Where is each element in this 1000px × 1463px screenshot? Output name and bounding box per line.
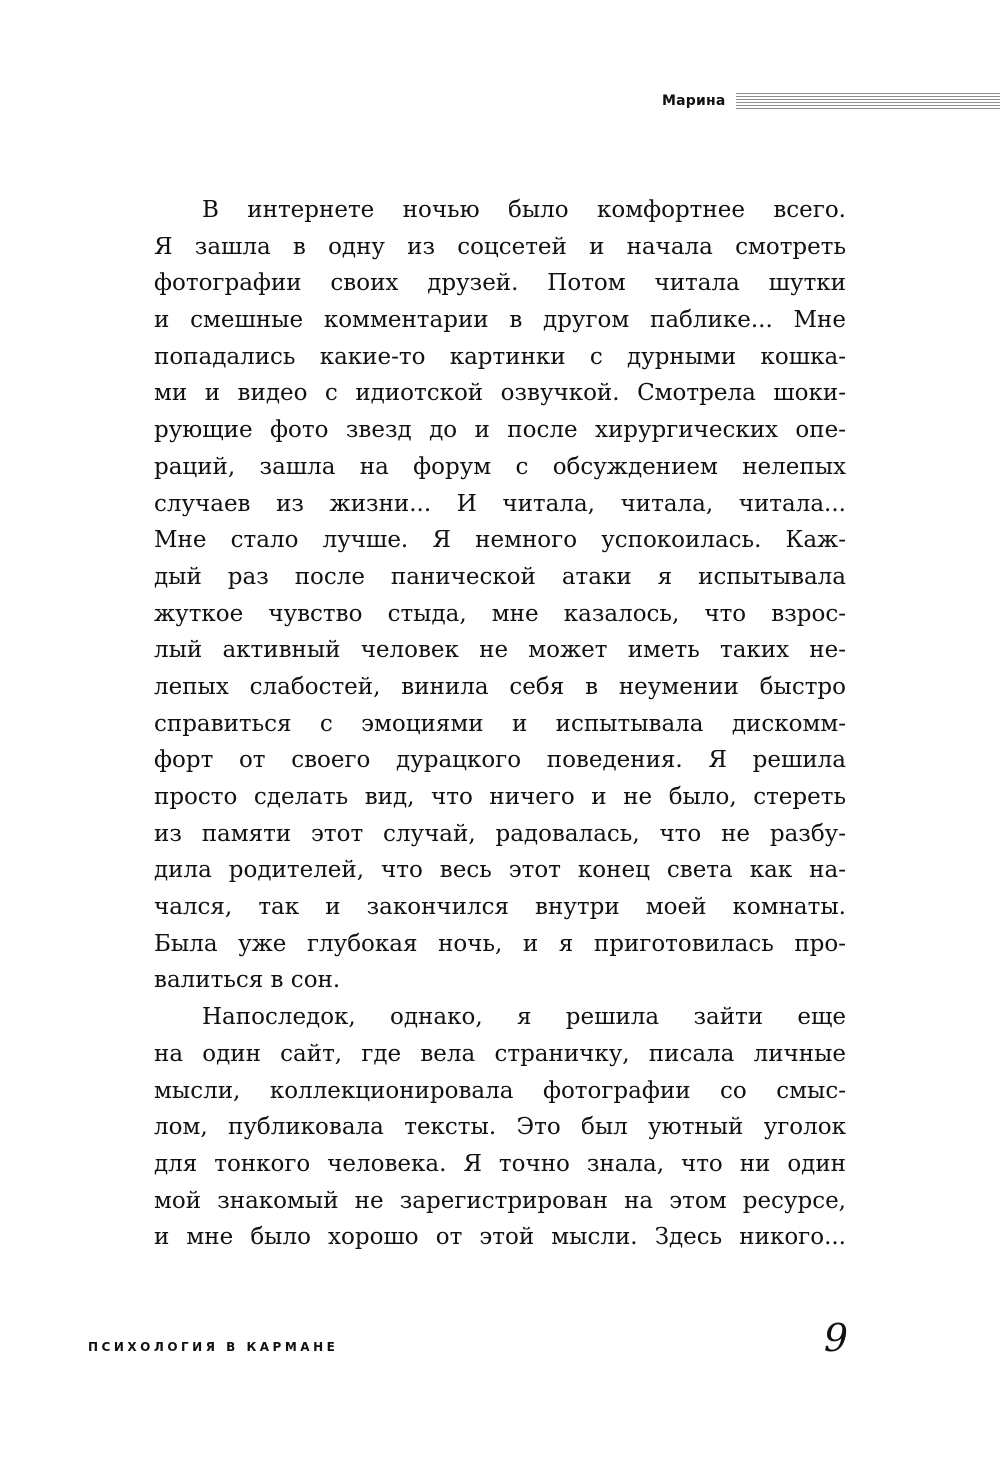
header-rule-lines (736, 93, 1000, 109)
text-line: лый активный человек не может иметь таких не- (154, 637, 846, 664)
text-line: Была уже глубокая ночь, и я приготовилась про- (154, 930, 846, 957)
text-line: рующие фото звезд до и после хирургических опе- (154, 417, 846, 444)
text-line: Мне стало лучше. Я немного успокоилась. Каж- (154, 527, 846, 554)
page-number: 9 (823, 1316, 848, 1360)
text-line: мой знакомый не зарегистрирован на этом ресурсе, (154, 1187, 846, 1214)
running-title: Марина (662, 93, 726, 109)
text-line: и смешные комментарии в другом паблике... Мне (154, 307, 846, 334)
text-line: ми и видео с идиотской озвучкой. Смотрела шоки- (154, 380, 846, 407)
text-line: случаев из жизни... И читала, читала, читала... (154, 490, 846, 517)
text-line: для тонкого человека. Я точно знала, что ни один (154, 1150, 846, 1177)
running-head (662, 88, 1000, 114)
text-line: фотографии своих друзей. Потом читала шутки (154, 270, 846, 297)
text-line: дый раз после панической атаки я испытывала (154, 563, 846, 590)
text-line: валиться в сон. (154, 967, 341, 994)
paragraph-2 (154, 999, 846, 1256)
text-line: Я зашла в одну из соцсетей и начала смотреть (154, 233, 846, 260)
text-line: мысли, коллекционировала фотографии со смыс- (154, 1077, 846, 1104)
text-line: попадались какие-то картинки с дурными кошка- (154, 343, 846, 370)
text-line: раций, зашла на форум с обсуждением нелепых (154, 453, 846, 480)
text-line: чался, так и закончился внутри моей комнаты. (154, 894, 846, 921)
text-line: и мне было хорошо от этой мысли. Здесь никого... (154, 1224, 846, 1251)
text-line: из памяти этот случай, радовалась, что не разбу- (154, 820, 846, 847)
text-line: Напоследок, однако, я решила зайти еще (202, 1004, 846, 1031)
text-line: лом, публиковала тексты. Это был уютный уголок (154, 1114, 846, 1141)
paragraph-1 (154, 192, 846, 999)
body-text (154, 192, 846, 1256)
text-line: жуткое чувство стыда, мне казалось, что взрос- (154, 600, 846, 627)
book-series-title: ПСИХОЛОГИЯ В КАРМАНЕ (88, 1340, 339, 1354)
text-line: справиться с эмоциями и испытывала дискомм- (154, 710, 846, 737)
text-line: лепых слабостей, винила себя в неумении быстро (154, 673, 846, 700)
text-line: просто сделать вид, что ничего и не было, стереть (154, 784, 846, 810)
text-line: форт от своего дурацкого поведения. Я решила (154, 747, 846, 774)
text-line: дила родителей, что весь этот конец света как на- (154, 857, 846, 884)
text-line: на один сайт, где вела страничку, писала личные (154, 1040, 846, 1067)
text-line: В интернете ночью было комфортнее всего. (202, 197, 846, 223)
